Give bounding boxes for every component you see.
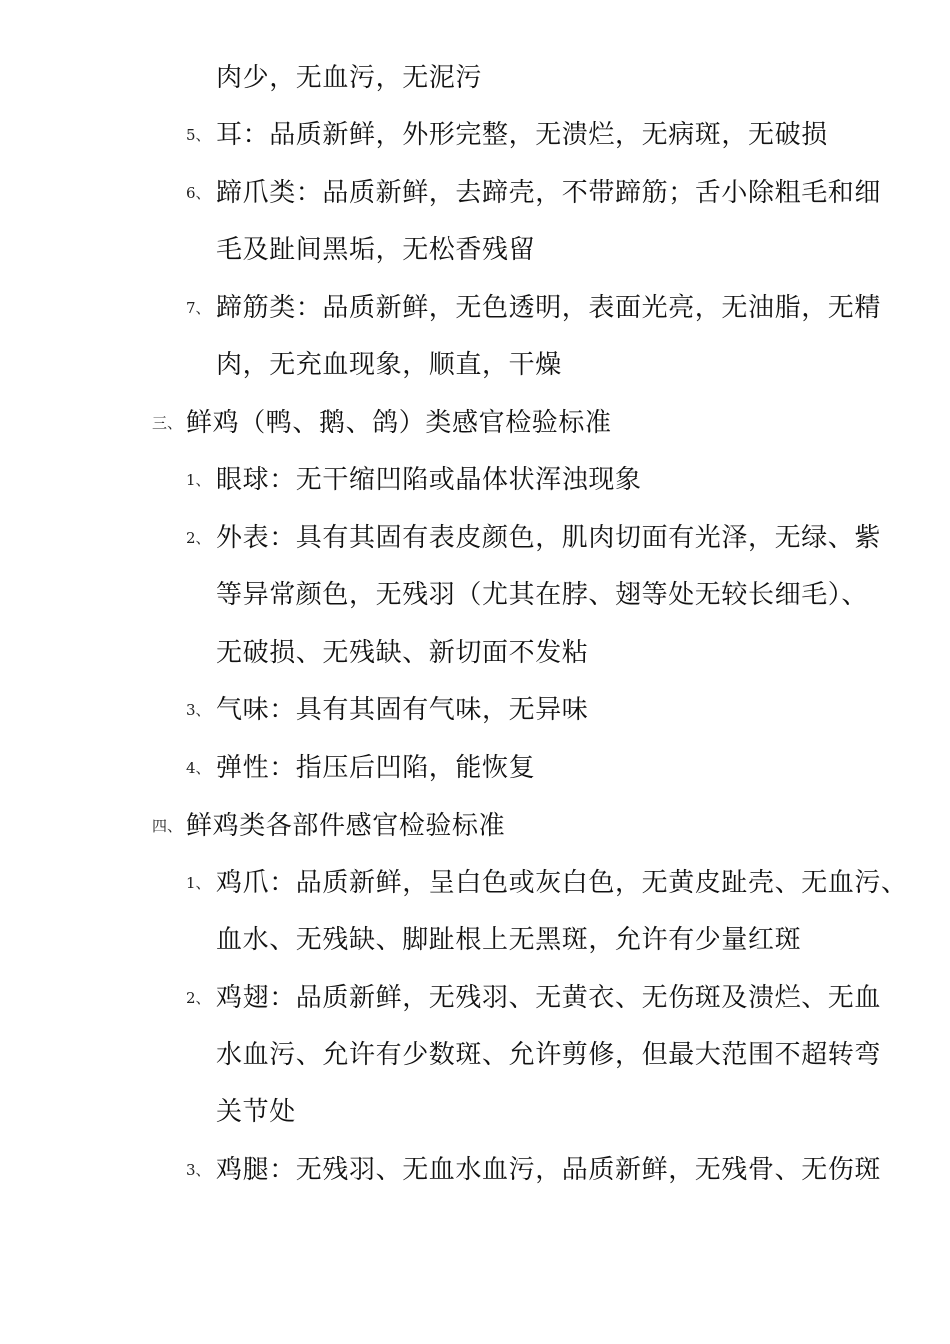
item-text: 鸡爪：品质新鲜，呈白色或灰白色，无黄皮趾壳、无血污、 — [216, 868, 908, 898]
section-number: 三、 — [152, 414, 183, 432]
item-text: 鸡腿：无残羽、无血水血污，品质新鲜，无残骨、无伤斑 — [216, 1155, 882, 1185]
item-number: 2、 — [186, 529, 211, 547]
item-number: 1、 — [186, 471, 211, 489]
item-text: 弹性：指压后凹陷，能恢复 — [216, 753, 536, 783]
item-text: 等异常颜色，无残羽（尤其在脖、翅等处无较长细毛）、 — [216, 580, 869, 610]
item-text: 蹄筋类：品质新鲜，无色透明，表面光亮，无油脂，无精 — [216, 293, 882, 323]
item-text: 气味：具有其固有气味，无异味 — [216, 695, 589, 725]
item-text: 无破损、无残缺、新切面不发粘 — [216, 638, 589, 668]
item-number: 6、 — [186, 184, 211, 202]
section-heading: 鲜鸡（鸭、鹅、鸽）类感官检验标准 — [186, 408, 612, 438]
section-heading: 鲜鸡类各部件感官检验标准 — [186, 811, 506, 841]
item-text: 眼球：无干缩凹陷或晶体状浑浊现象 — [216, 465, 642, 495]
item-number: 1、 — [186, 874, 211, 892]
item-text: 肉，无充血现象，顺直，干燥 — [216, 350, 562, 380]
item-number: 4、 — [186, 759, 211, 777]
item-text: 毛及趾间黑垢，无松香残留 — [216, 235, 536, 265]
item-text: 外表：具有其固有表皮颜色，肌肉切面有光泽，无绿、紫 — [216, 523, 882, 553]
item-number: 3、 — [186, 701, 211, 719]
item-number: 2、 — [186, 989, 211, 1007]
continuation-line: 肉少，无血污，无泥污 — [216, 63, 483, 93]
item-text: 鸡翅：品质新鲜，无残羽、无黄衣、无伤斑及溃烂、无血 — [216, 983, 882, 1013]
item-number: 7、 — [186, 299, 211, 317]
item-text: 水血污、允许有少数斑、允许剪修，但最大范围不超转弯 — [216, 1040, 882, 1070]
item-text: 耳：品质新鲜，外形完整，无溃烂，无病斑，无破损 — [216, 120, 828, 150]
item-text: 蹄爪类：品质新鲜，去蹄壳，不带蹄筋；舌小除粗毛和细 — [216, 178, 882, 208]
item-text: 关节处 — [216, 1097, 296, 1127]
item-number: 5、 — [186, 126, 211, 144]
section-number: 四、 — [152, 817, 183, 835]
item-number: 3、 — [186, 1161, 211, 1179]
item-text: 血水、无残缺、脚趾根上无黑斑，允许有少量红斑 — [216, 925, 802, 955]
